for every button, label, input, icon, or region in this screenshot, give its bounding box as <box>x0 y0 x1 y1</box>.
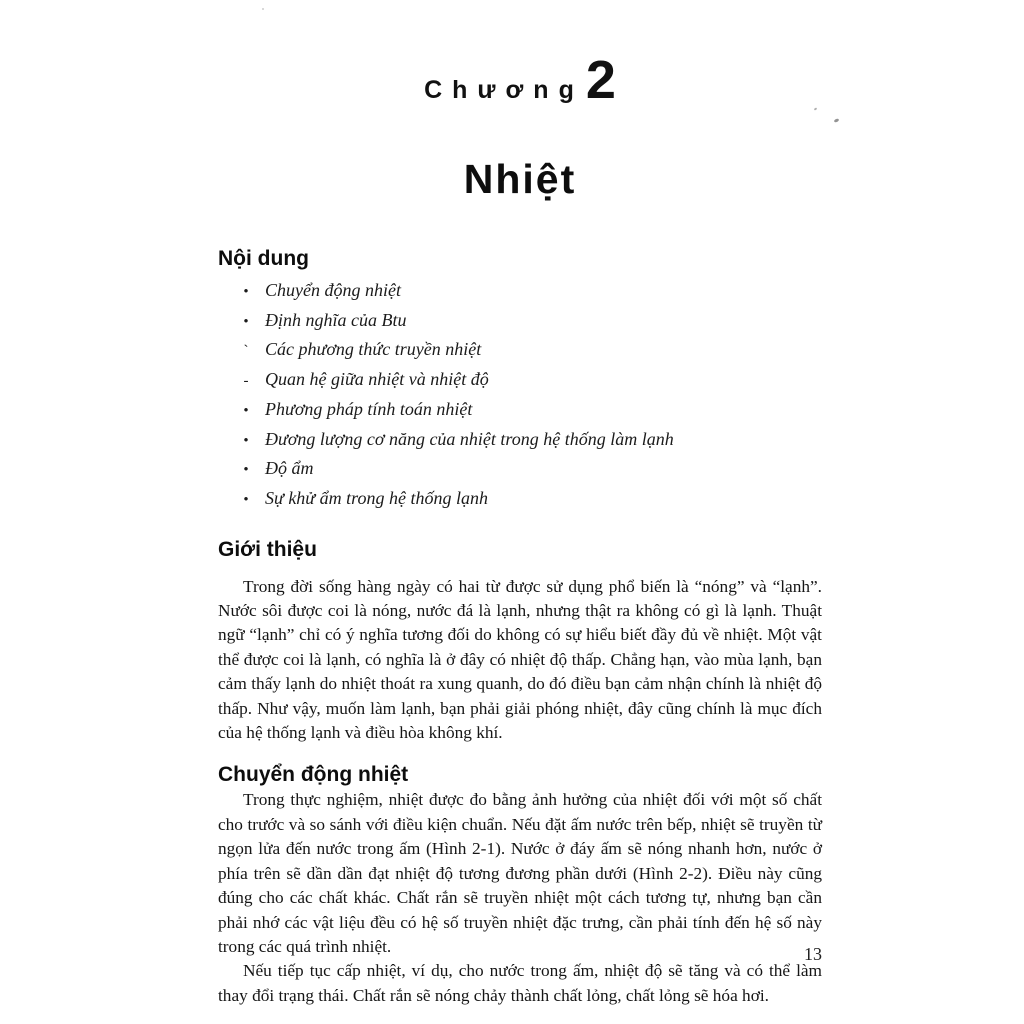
chapter-label: Chương <box>424 76 584 104</box>
paragraph: Trong thực nghiệm, nhiệt được đo bằng ảnh hưởng của nhiệt đối với một số chất cho trước và so sánh với điều kiện chuẩn. Nếu đặt ấm nước trên bếp, nhiệt sẽ truyền từ ngọn lửa đến nước trong ấm (Hình 2-1). Nước ở đáy ấm sẽ nóng nhanh hơn, nước ở phía trên sẽ dần dần đạt nhiệt độ tương đương phần dưới (Hình 2-2). Điều này cũng đúng cho các chất khác. Chất rắn sẽ truyền nhiệt một cách tương tự, nhưng bạn cần phải nhớ các vật liệu đều có hệ số truyền nhiệt đặc trưng, cần phải tính đến hệ số này trong các quá trình nhiệt. <box>218 790 822 956</box>
list-item <box>218 396 822 426</box>
list-item <box>218 366 822 396</box>
list-item-label: Các phương thức truyền nhiệt <box>265 339 482 360</box>
introduction-section <box>218 537 822 746</box>
list-item-label: Quan hệ giữa nhiệt và nhiệt độ <box>265 369 489 390</box>
bullet-icon: • <box>243 402 249 419</box>
bullet-icon: • <box>243 432 249 449</box>
introduction-heading: Giới thiệu <box>218 537 317 561</box>
list-item-label: Phương pháp tính toán nhiệt <box>265 398 473 419</box>
list-item <box>218 336 822 366</box>
list-item <box>218 455 822 485</box>
chapter-number: 2 <box>585 50 616 110</box>
list-item-label: Đương lượng cơ năng của nhiệt trong hệ thống làm lạnh <box>265 428 674 449</box>
page-number: 13 <box>804 944 822 964</box>
list-item <box>218 307 822 337</box>
bullet-icon: ˋ <box>243 343 249 360</box>
list-item-label: Độ ẩm <box>265 458 314 479</box>
list-item <box>218 277 822 307</box>
bullet-icon: • <box>243 313 249 330</box>
heat-motion-paragraphs <box>218 788 822 1008</box>
heat-motion-heading: Chuyển động nhiệt <box>218 763 409 787</box>
list-item-label: Định nghĩa của Btu <box>265 309 407 330</box>
bullet-icon: • <box>243 462 249 479</box>
list-item-label: Sự khử ẩm trong hệ thống lạnh <box>265 487 488 508</box>
contents-list <box>218 277 822 515</box>
chapter-header <box>218 0 822 120</box>
paragraph: Trong đời sống hàng ngày có hai từ được sử dụng phổ biến là “nóng” và “lạnh”. Nước sôi được coi là nóng, nước đá là lạnh, nhưng thật ra không có gì là lạnh. Thuật ngữ “lạnh” chỉ có ý nghĩa tương đối do không có sự hiểu biết đầy đủ về nhiệt. Một vật thể được coi là lạnh, có nghĩa là ở đây có nhiệt độ thấp. Chẳng hạn, vào mùa lạnh, bạn cảm thấy lạnh do nhiệt thoát ra xung quanh, do đó điều bạn cảm nhận chính là nhiệt độ thấp. Như vậy, muốn làm lạnh, bạn phải giải phóng nhiệt, đây cũng chính là mục đích của hệ thống lạnh và điều hòa không khí. <box>218 576 822 743</box>
chapter-title: Nhiệt <box>463 156 577 202</box>
list-item <box>218 485 822 515</box>
introduction-paragraphs <box>218 575 822 746</box>
bullet-icon: • <box>243 284 249 300</box>
contents-heading: Nội dung <box>218 247 309 270</box>
contents-section <box>218 246 822 515</box>
list-item <box>218 426 822 456</box>
heat-motion-section <box>218 762 822 1008</box>
bullet-icon: - <box>243 373 249 390</box>
bullet-icon: • <box>243 491 249 508</box>
list-item-label: Chuyển động nhiệt <box>265 280 401 300</box>
paragraph: Nếu tiếp tục cấp nhiệt, ví dụ, cho nước trong ấm, nhiệt độ sẽ tăng và có thể làm thay đổi trạng thái. Chất rắn sẽ nóng chảy thành chất lỏng, chất lỏng sẽ hóa hơi. <box>218 961 822 1005</box>
